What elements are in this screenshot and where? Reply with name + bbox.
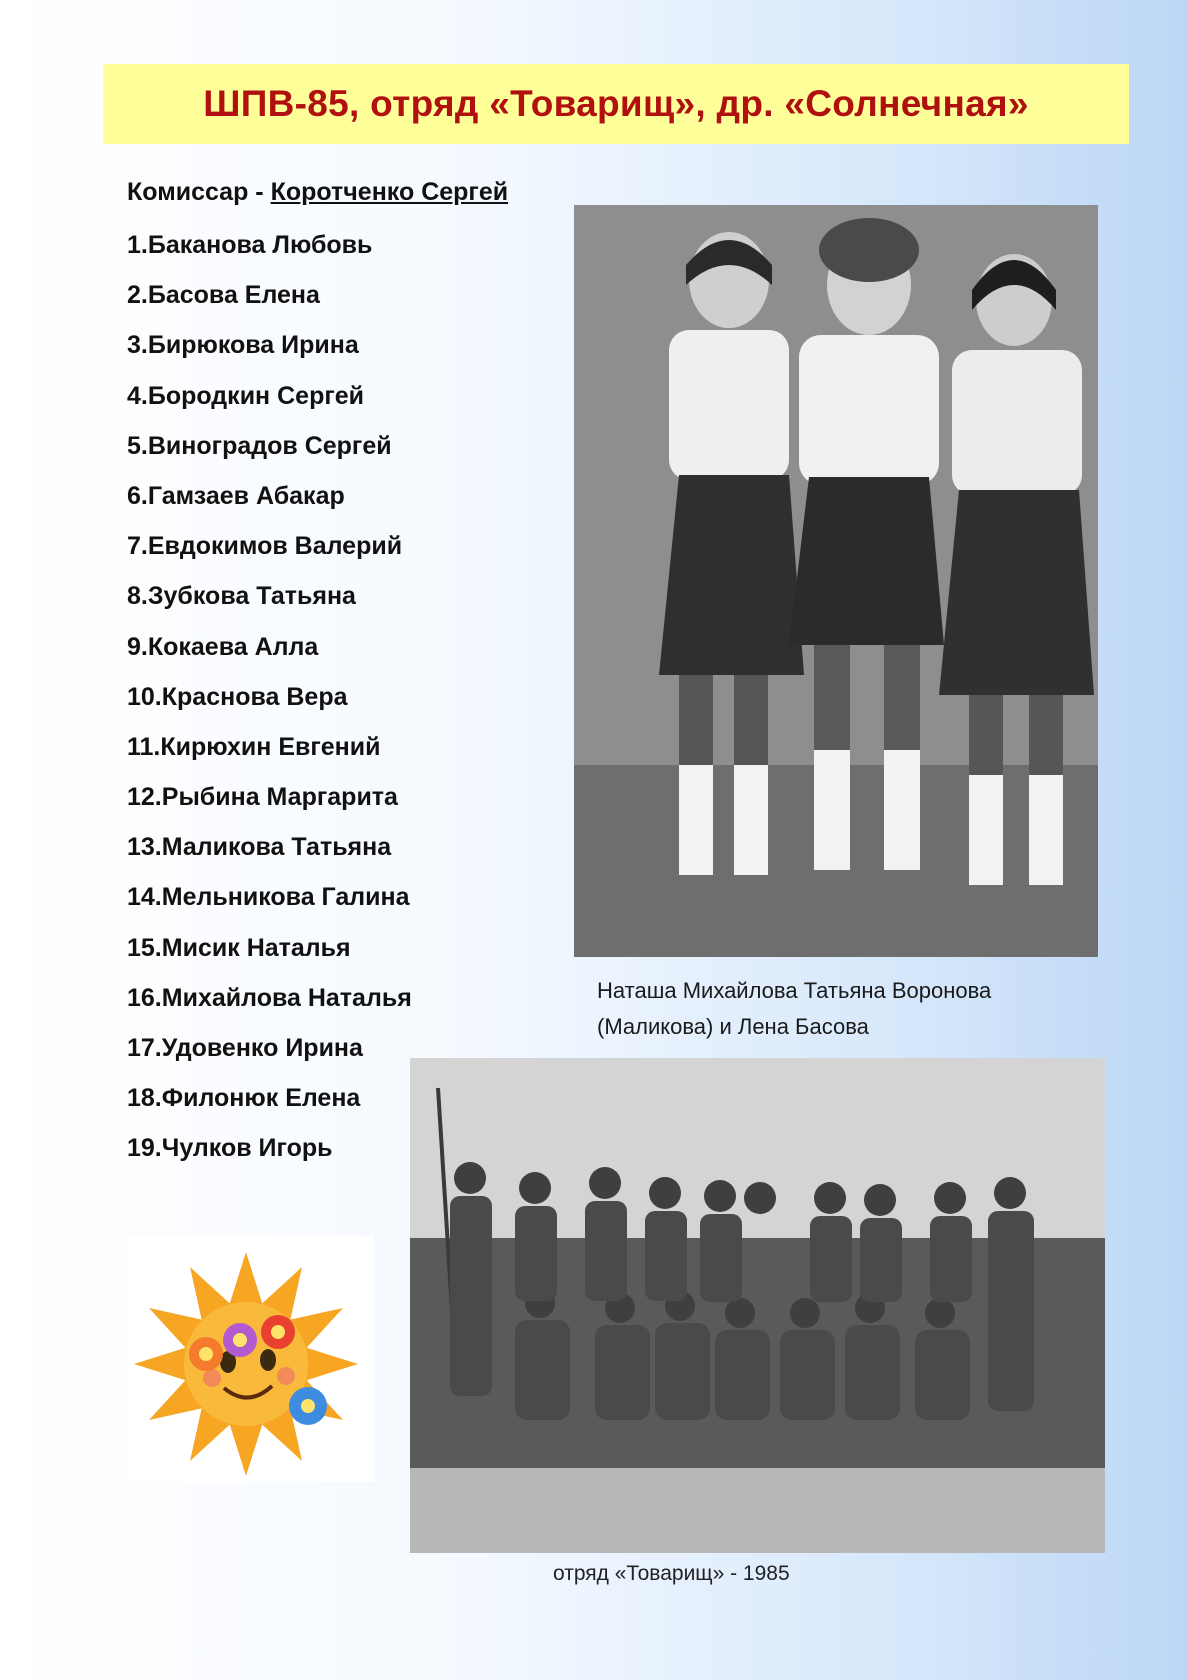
- caption-line-2: (Маликова) и Лена Басова: [597, 1014, 869, 1039]
- list-item: 8.Зубкова Татьяна: [127, 582, 356, 611]
- page-title: ШПВ-85, отряд «Товарищ», др. «Солнечная»: [203, 83, 1029, 124]
- list-item: 17.Удовенко Ирина: [127, 1034, 363, 1062]
- list-item: 14.Мельникова Галина: [127, 883, 410, 912]
- commissar-label: Комиссар -: [127, 178, 271, 206]
- photo-caption-top: [597, 973, 1077, 1045]
- list-item: 11.Кирюхин Евгений: [127, 732, 381, 761]
- list-item: 6.Гамзаев Абакар: [127, 481, 345, 510]
- caption-line-1: Наташа Михайлова Татьяна Воронова: [597, 978, 992, 1003]
- list-item: 13.Маликова Татьяна: [127, 833, 392, 862]
- list-item: 19.Чулков Игорь: [127, 1134, 333, 1163]
- list-item: 7.Евдокимов Валерий: [127, 532, 403, 561]
- title-band: [103, 64, 1129, 144]
- list-item: 5.Виноградов Сергей: [127, 431, 392, 460]
- list-item: 3.Бирюкова Ирина: [127, 331, 359, 360]
- list-item: 12.Рыбина Маргарита: [127, 783, 398, 812]
- commissar-line: [127, 178, 508, 207]
- photo-three-girls-illustration: [574, 205, 1098, 957]
- list-item: 15.Мисик Наталья: [127, 933, 351, 962]
- sun-icon: [128, 1236, 374, 1482]
- photo-caption-bottom: отряд «Товарищ» - 1985: [553, 1562, 790, 1585]
- commissar-name: Коротченко Сергей: [270, 178, 509, 206]
- photo-group: [410, 1058, 1105, 1553]
- roster-list: [127, 222, 412, 1176]
- photo-three-girls: [574, 205, 1098, 957]
- list-item: 10.Краснова Вера: [127, 682, 348, 711]
- list-item: 16.Михайлова Наталья: [127, 983, 412, 1012]
- list-item: 9.Кокаева Алла: [127, 632, 319, 661]
- list-item: 1.Баканова Любовь: [127, 231, 373, 259]
- list-item: 2.Басова Елена: [127, 281, 320, 310]
- photo-group-illustration: [410, 1058, 1105, 1553]
- list-item: 4.Бородкин Сергей: [127, 381, 365, 410]
- list-item: 18.Филонюк Елена: [127, 1084, 361, 1113]
- sun-illustration: [128, 1236, 374, 1482]
